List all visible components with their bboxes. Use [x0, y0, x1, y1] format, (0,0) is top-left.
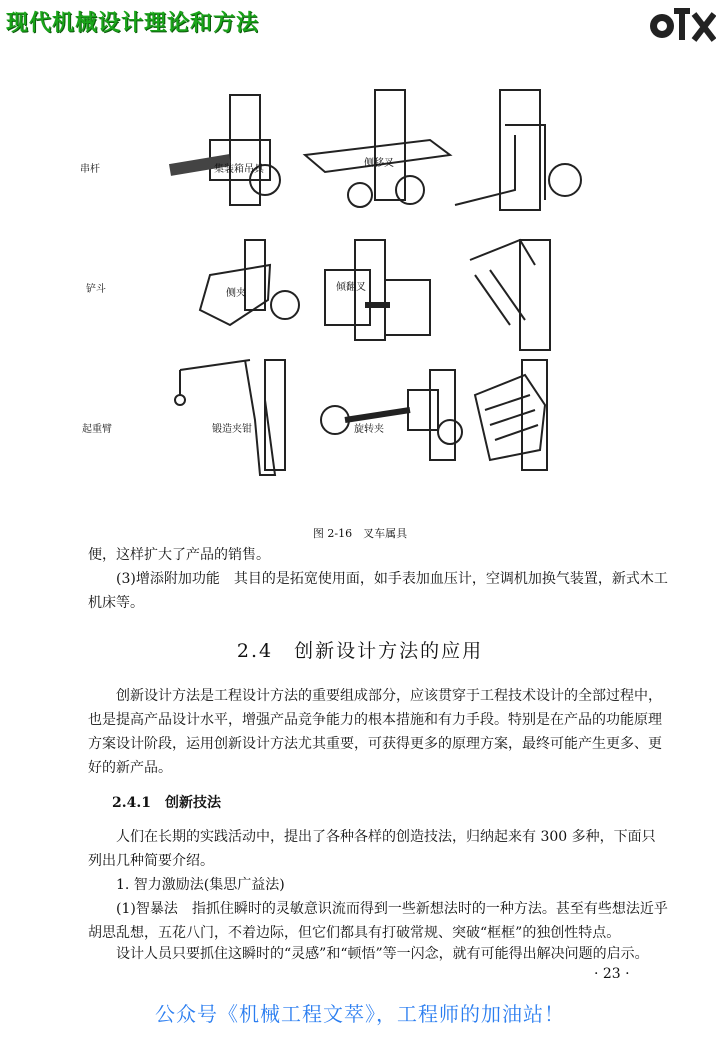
- figure-label-4: 铲斗: [86, 284, 106, 295]
- crane-arm-drawing: [175, 360, 285, 475]
- figure-caption: 图 2-16 叉车属具: [312, 527, 408, 540]
- figure-label-5: 侧夹: [226, 288, 246, 299]
- paragraph: 便，这样扩大了产品的销售。: [88, 547, 270, 563]
- paragraph: 人们在长期的实践活动中，提出了各种各样的创造技法，归纳起来有 300 多种，下面只列出几种简要介绍。: [88, 829, 656, 869]
- figure-label-8: 锻造夹钳: [212, 424, 252, 435]
- tilting-fork-drawing: [470, 240, 550, 350]
- publisher-logo: [648, 4, 716, 44]
- boom-attachment-drawing: [170, 95, 280, 205]
- footer-banner: 公众号《机械工程文萃》，工程师的加油站！: [155, 1002, 565, 1026]
- figure-label-2: 集装箱吊具: [214, 164, 264, 175]
- side-shift-fork-drawing: [455, 90, 581, 210]
- figure-label-7: 起重臂: [82, 424, 112, 435]
- paragraph: (1)智暴法 指抓住瞬时的灵敏意识流而得到一些新想法时的一种方法。甚至有些想法近乎胡思乱想，五花八门，不着边际，但它们都具有打破常规、突破“框框”的独创性特点。: [88, 901, 668, 941]
- page-number: · 23 ·: [594, 966, 630, 982]
- paragraph: 创新设计方法是工程设计方法的重要组成部分，应该贯穿于工程技术设计的全部过程中，也是提高产品设计水平，增强产品竞争能力的根本措施和有力手段。特别是在产品的功能原理方案设计阶段，运用创新设计方法尤其重要，可获得更多的原理方案，最终可能产生更多、更好的新产品。: [88, 688, 662, 776]
- subsection-heading: 2.4.1 创新技法: [112, 795, 221, 811]
- rotating-clamp-drawing: [475, 360, 547, 470]
- forging-manipulator-drawing: [321, 370, 462, 460]
- figure-label-6: 倾翻叉: [336, 282, 366, 293]
- figure-label-9: 旋转夹: [354, 424, 384, 435]
- section-heading: 2.4 创新设计方法的应用: [236, 640, 484, 662]
- bucket-drawing: [200, 240, 299, 325]
- book-title: 现代机械设计理论和方法: [6, 11, 260, 36]
- figure-label-3: 侧移叉: [364, 158, 394, 169]
- container-spreader-drawing: [305, 90, 450, 207]
- paragraph: (3)增添附加功能 其目的是拓宽使用面，如手表加血压计，空调机加换气装置，新式木工机床等。: [88, 571, 668, 611]
- figure-label-1: 串杆: [80, 164, 100, 175]
- paragraph: 设计人员只要抓住这瞬时的“灵感”和“顿悟”等一闪念，就有可能得出解决问题的启示。: [116, 946, 649, 962]
- paragraph: 1. 智力激励法(集思广益法): [116, 877, 285, 893]
